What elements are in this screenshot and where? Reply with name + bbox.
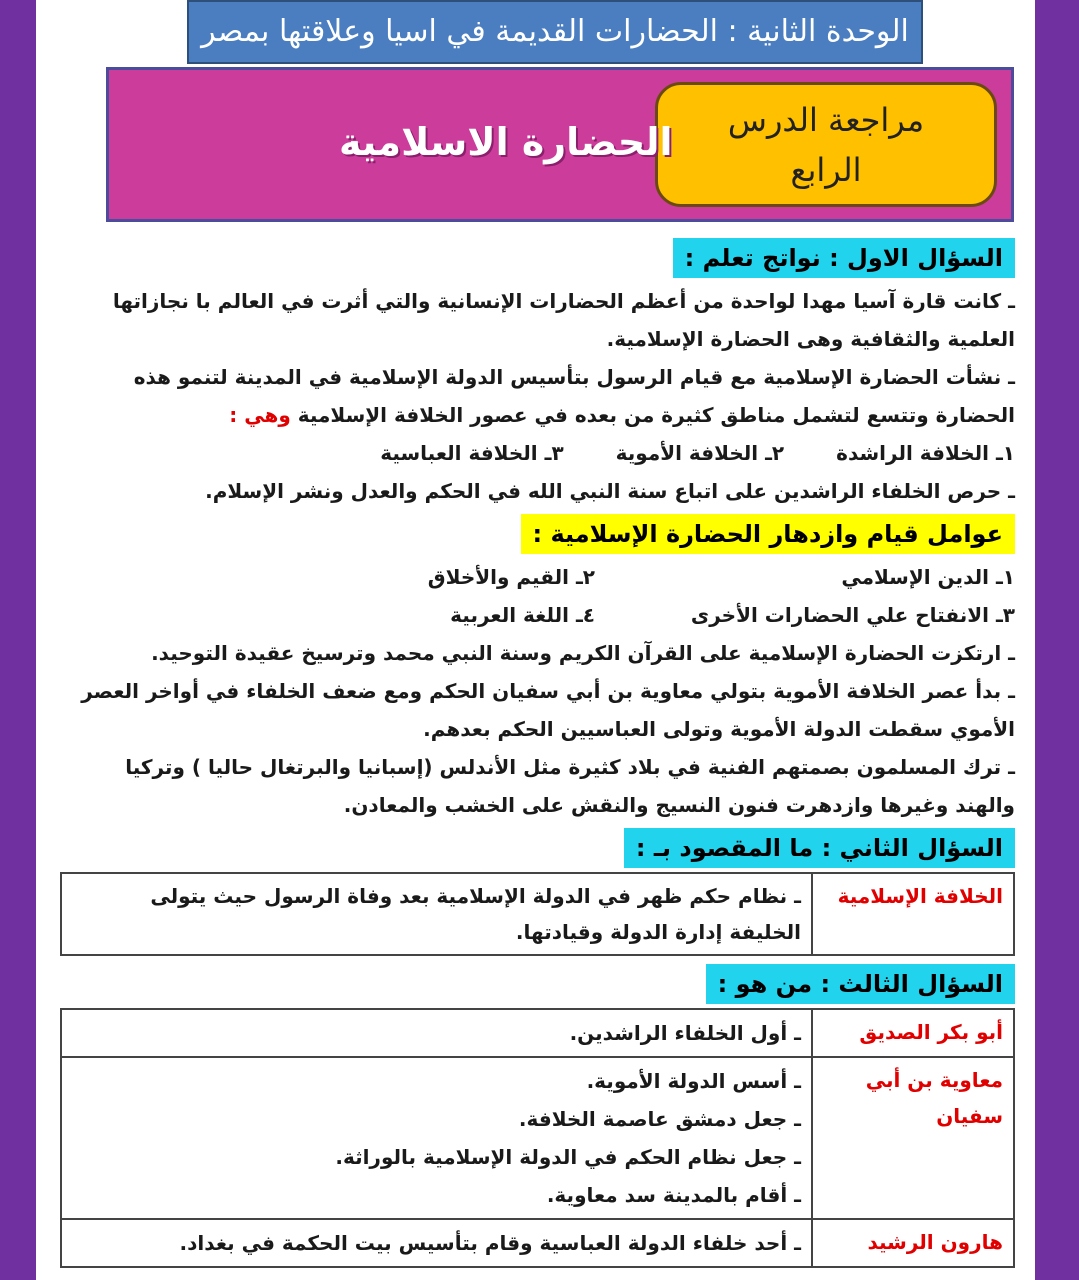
factor-item: ٣ـ الانفتاح علي الحضارات الأخرى — [690, 603, 1015, 627]
left-border-band — [0, 0, 36, 1280]
caliphate-item: ٢ـ الخلافة الأموية — [615, 441, 785, 465]
question-1-heading: السؤال الاول : نواتج تعلم : — [60, 238, 1015, 278]
lesson-content — [60, 234, 1015, 1276]
caliphate-item: ١ـ الخلافة الراشدة — [836, 441, 1015, 465]
table-row — [61, 873, 1014, 955]
persons-table — [60, 1008, 1015, 1268]
lesson-header-banner — [106, 67, 1014, 222]
person-fact: ـ أحد خلفاء الدولة العباسية وقام بتأسيس بيت الحكمة في بغداد. — [179, 1231, 801, 1255]
paragraph-asia-cradle: ـ كانت قارة آسيا مهدا لواحدة من أعظم الحضارات الإنسانية والتي أثرت في العالم با نجازاتها العلمية والثقافية وهى الحضارة الإسلامية. — [112, 289, 1015, 351]
table-row — [61, 1219, 1014, 1267]
person-fact: ـ جعل دمشق عاصمة الخلافة. — [518, 1107, 801, 1131]
definition-table — [60, 872, 1015, 956]
person-fact: ـ أقام بالمدينة سد معاوية. — [546, 1183, 801, 1207]
person-facts-cell — [61, 1057, 812, 1219]
table-row — [61, 1009, 1014, 1057]
factor-item: ١ـ الدين الإسلامي — [841, 565, 1015, 589]
question-3-heading: السؤال الثالث : من هو : — [60, 964, 1015, 1004]
paragraph-art-legacy: ـ ترك المسلمون بصمتهم الفنية في بلاد كثيرة مثل الأندلس (إسبانيا والبرتغال حاليا ) وتركيا والهند وغيرها وازدهرت فنون النسيج والنقش على الخشب والمعادن. — [125, 755, 1015, 817]
term-cell: الخلافة الإسلامية — [812, 873, 1014, 955]
review-label-line1: مراجعة الدرس — [727, 101, 925, 139]
right-border-band — [1035, 0, 1079, 1280]
factor-item: ٢ـ القيم والأخلاق — [427, 565, 595, 589]
person-name-cell: أبو بكر الصديق — [812, 1009, 1014, 1057]
factor-item: ٤ـ اللغة العربية — [450, 603, 595, 627]
definition-cell: ـ نظام حكم ظهر في الدولة الإسلامية بعد وفاة الرسول حيث يتولى الخليفة إدارة الدولة وقيادتها. — [61, 873, 812, 955]
person-fact: ـ أسس الدولة الأموية. — [586, 1069, 801, 1093]
table-row — [61, 1057, 1014, 1219]
caliphate-item: ٣ـ الخلافة العباسية — [380, 441, 564, 465]
factors-row-1 — [60, 558, 1015, 596]
person-fact: ـ أول الخلفاء الراشدين. — [569, 1021, 801, 1045]
unit-title: الوحدة الثانية : الحضارات القديمة في اسيا وعلاقتها بمصر — [187, 0, 923, 64]
factors-row-2 — [60, 596, 1015, 634]
paragraph-origin: ـ نشأت الحضارة الإسلامية مع قيام الرسول بتأسيس الدولة الإسلامية في المدينة لتنمو هذه الحضارة وتتسع لتشمل مناطق كثيرة من بعده في عصور الخلافة الإسلامية وهي : — [133, 365, 1015, 427]
factors-heading: عوامل قيام وازدهار الحضارة الإسلامية : — [60, 514, 1015, 554]
question-2-heading: السؤال الثاني : ما المقصود بـ : — [60, 828, 1015, 868]
lesson-title: الحضارة الاسلامية — [339, 120, 673, 164]
highlight-which-are: وهي : — [229, 403, 291, 427]
caliphates-list — [60, 434, 1015, 472]
paragraph-foundations: ـ ارتكزت الحضارة الإسلامية على القرآن الكريم وسنة النبي محمد وترسيخ عقيدة التوحيد. — [151, 641, 1015, 665]
person-name-cell: هارون الرشيد — [812, 1219, 1014, 1267]
person-facts-cell — [61, 1009, 812, 1057]
person-name-cell: معاوية بن أبي سفيان — [812, 1057, 1014, 1219]
paragraph-umayyad: ـ بدأ عصر الخلافة الأموية بتولي معاوية بن أبي سفيان الحكم ومع ضعف الخلفاء في أواخر العصر الأموي سقطت الدولة الأموية وتولى العباسيين الحكم بعدهم. — [81, 679, 1015, 741]
paragraph-rightly-guided: ـ حرص الخلفاء الراشدين على اتباع سنة النبي الله في الحكم والعدل ونشر الإسلام. — [205, 479, 1015, 503]
person-fact: ـ جعل نظام الحكم في الدولة الإسلامية بالوراثة. — [335, 1145, 801, 1169]
person-facts-cell — [61, 1219, 812, 1267]
review-label-line2: الرابع — [790, 151, 862, 189]
lesson-review-badge — [655, 82, 997, 207]
